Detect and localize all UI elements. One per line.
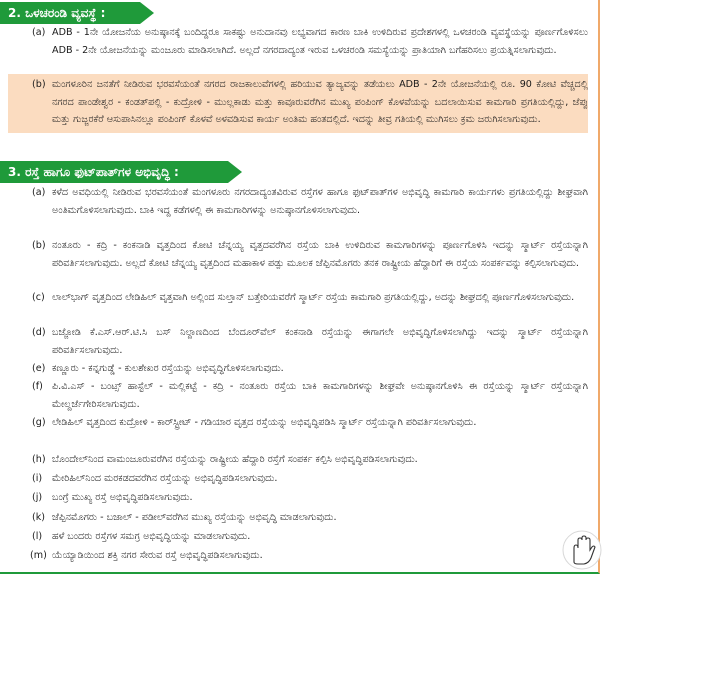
item-marker: (k) [32,512,46,523]
item-text: ಹಳೆ ಬಂದರು ರಸ್ತೆಗಳ ಸಮಗ್ರ ಅಭಿವೃದ್ಧಿಯನ್ನು ಮಾಡಲಾಗುವುದು. [52,531,251,542]
list-item [8,360,588,378]
highlighted-list-item [8,74,588,133]
section-header-roads [0,161,228,183]
list-item [8,24,588,59]
item-text: ಮಂಗಳೂರಿನ ಜನತೆಗೆ ನೀಡಿರುವ ಭರವಸೆಯಂತೆ ನಗರದ ರಾಜಕಾಲುವೆಗಳಲ್ಲಿ ಹರಿಯುವ ತ್ಯಾಜ್ಯವನ್ನು ತಡೆಯಲು ADB - 2ನೇ ಯೋಜನೆಯಲ್ಲಿ ರೂ. 90 ಕೋಟಿ ವೆಚ್ಚದಲ್ಲಿ ನಗರದ ಪಾಂಡೇಶ್ವರ - ಕಂಡತ್‌ಪಲ್ಲಿ - ಕುದ್ರೋಳಿ - ಮುಲ್ಲಕಾಡು ಮತ್ತು ಕಾವೂರುವರೆಗಿನ ಮುಖ್ಯ ಪಂಪಿಂಗ್ ಕೊಳವೆಯನ್ನು ಬದಲಾಯಿಸುವ ಕಾಮಗಾರಿ ಪ್ರಗತಿಯಲ್ಲಿದ್ದು, ಜೆಪ್ಪು ಮತ್ತು ಗುಜ್ಜರಕೆರೆ ಆಸುಪಾಸಿನಲ್ಲೂ ಪಂಪಿಂಗ್ ಕೊಳವೆ ಅಳವಡಿಸುವ ಕಾರ್ಯ ಅಂತಿಮ ಹಂತದಲ್ಲಿದೆ. ಇದನ್ನು ತೀವ್ರ ಗತಿಯಲ್ಲಿ ಮುಗಿಸಲು ಕ್ರಮ ಜರುಗಿಸಲಾಗುವುದು. [52,79,588,125]
item-marker: (g) [32,417,46,428]
item-marker: (i) [32,473,43,484]
item-text: ಜೆಪ್ಪಿನಮೊಗರು - ಬಜಾಲ್ - ಪಡೀಲ್‌ವರೆಗಿನ ಮುಖ್ಯ ರಸ್ತೆಯನ್ನು ಅಭಿವೃದ್ಧಿ ಮಾಡಲಾಗುವುದು. [52,512,337,523]
item-marker: (a) [32,27,46,38]
list-item [8,289,588,307]
item-text: ಬಂಗ್ರೆ ಮುಖ್ಯ ರಸ್ತೆ ಅಭಿವೃದ್ಧಿಪಡಿಸಲಾಗುವುದು. [52,492,193,503]
item-text: ಪಿ.ವಿ.ಎಸ್ - ಬಂಟ್ಸ್ ಹಾಸ್ಟೆಲ್ - ಮಲ್ಲಿಕಟ್ಟೆ - ಕದ್ರಿ - ನಂತೂರು ರಸ್ತೆಯ ಬಾಕಿ ಕಾಮಗಾರಿಗಳನ್ನು ಶೀಘ್ರವೇ ಅನುಷ್ಠಾನಗೊಳಿಸಿ ಈ ರಸ್ತೆಯನ್ನು ಸ್ಮಾರ್ಟ್ ರಸ್ತೆಯನ್ನಾಗಿ ಮೇಲ್ದರ್ಜೆಗೇರಿಸಲಾಗುವುದು. [52,381,588,410]
item-text: ಬೊಂದೇಲ್‌ನಿಂದ ವಾಮಂಜೂರುವರೆಗಿನ ರಸ್ತೆಯನ್ನು ರಾಷ್ಟ್ರೀಯ ಹೆದ್ದಾರಿ ರಸ್ತೆಗೆ ಸಂಪರ್ಕ ಕಲ್ಪಿಸಿ ಅಭಿವೃದ್ಧಿಪಡಿಸಲಾಗುವುದು. [52,454,418,465]
list-item [8,324,588,359]
item-text: ಲೇಡಿಹಿಲ್ ವೃತ್ತದಿಂದ ಕುದ್ರೋಳಿ - ಕಾರ್‌ಸ್ಟ್ರೀಟ್ - ಗಡಿಯಾರ ವೃತ್ತದ ರಸ್ತೆಯನ್ನು ಅಭಿವೃದ್ಧಿಪಡಿಸಿ ಸ್ಮಾರ್ಟ್ ರಸ್ತೆಯನ್ನಾಗಿ ಪರಿವರ್ತಿಸಲಾಗುವುದು. [52,417,477,428]
item-text: ಬಜ್ಜೋಡಿ ಕೆ.ಎಸ್.ಆರ್.ಟಿ.ಸಿ ಬಸ್ ನಿಲ್ದಾಣದಿಂದ ಬೆಂದೂರ್‌ವೆಲ್ ಕಂಕನಾಡಿ ರಸ್ತೆಯನ್ನು ಈಗಾಗಲೇ ಅಭಿವೃದ್ಧಿಗೊಳಿಸಲಾಗಿದ್ದು ಇದನ್ನು ಸ್ಮಾರ್ಟ್ ರಸ್ತೆಯನ್ನಾಗಿ ಪರಿವರ್ತಿಸಲಾಗುವುದು. [52,327,588,356]
item-text: ಲಾಲ್‌ಭಾಗ್ ವೃತ್ತದಿಂದ ಲೇಡಿಹಿಲ್ ವೃತ್ತವಾಗಿ ಅಲ್ಲಿಂದ ಸುಲ್ತಾನ್ ಬತ್ತೇರಿಯವರೆಗೆ ಸ್ಮಾರ್ಟ್ ರಸ್ತೆಯ ಕಾಮಗಾರಿ ಪ್ರಗತಿಯಲ್ಲಿದ್ದು, ಅದನ್ನು ಶೀಘ್ರದಲ್ಲಿ ಪೂರ್ಣಗೊಳಿಸಲಾಗುವುದು. [52,292,575,303]
item-text: ನಂತೂರು - ಕದ್ರಿ - ಕಂಕನಾಡಿ ವೃತ್ತದಿಂದ ಕೋಟಿ ಚೆನ್ನಯ್ಯ ವೃತ್ತದವರೆಗಿನ ರಸ್ತೆಯ ಬಾಕಿ ಉಳಿದಿರುವ ಕಾಮಗಾರಿಗಳನ್ನು ಪೂರ್ಣಗೊಳಿಸಿ ಇದನ್ನು ಸ್ಮಾರ್ಟ್ ರಸ್ತೆಯನ್ನಾಗಿ ಪರಿವರ್ತಿಸಲಾಗುವುದು. ಅಲ್ಲದೆ ಕೋಟಿ ಚೆನ್ನಯ್ಯ ವೃತ್ತದಿಂದ ಮಹಾಕಾಳ ಪಡ್ಪು ಮೂಲಕ ಜೆಪ್ಪಿನಮೊಗರು ತನಕ ರಾಷ್ಟ್ರೀಯ ಹೆದ್ದಾರಿಗೆ ಈ ರಸ್ತೆಯ ಸಂಪರ್ಕವನ್ನು ಕಲ್ಪಿಸಲಾಗುವುದು. [52,240,588,269]
item-text: ಕಳೆದ ಅವಧಿಯಲ್ಲಿ ನೀಡಿರುವ ಭರವಸೆಯಂತೆ ಮಂಗಳೂರು ನಗರದಾದ್ಯಂತವಿರುವ ರಸ್ತೆಗಳ ಹಾಗೂ ಫುಟ್‌ಪಾತ್‌ಗಳ ಅಭಿವೃದ್ಧಿ ಕಾಮಗಾರಿ ಕಾರ್ಯಗಳು ಪ್ರಗತಿಯಲ್ಲಿದ್ದು ಶೀಘ್ರವಾಗಿ ಅಂತಿಮಗೊಳಿಸಲಾಗುವುದು. ಬಾಕಿ ಇದ್ದ ಕಡೆಗಳಲ್ಲಿ ಈ ಕಾಮಗಾರಿಗಳನ್ನು ಅನುಷ್ಠಾನಗೊಳಿಸಲಾಗುವುದು. [52,187,588,216]
list-item [8,184,588,219]
item-text: ಮೇರಿಹಿಲ್‌ನಿಂದ ಮರಕಡದವರೆಗಿನ ರಸ್ತೆಯನ್ನು ಅಭಿವೃದ್ಧಿಪಡಿಸಲಾಗುವುದು. [52,473,278,484]
list-item [8,509,588,527]
item-marker: (a) [32,187,46,198]
list-item [8,470,588,488]
list-item [8,528,588,546]
item-marker: (c) [32,292,45,303]
section-header-drainage [0,2,140,24]
item-marker: (j) [32,492,43,503]
item-marker: (d) [32,327,46,338]
item-text: ಯೆಯ್ಯಾಡಿಯಿಂದ ಶಕ್ತಿ ನಗರ ಸೇರುವ ರಸ್ತೆ ಅಭಿವೃದ್ಧಿಪಡಿಸಲಾಗುವುದು. [52,550,263,561]
list-item [8,414,588,432]
list-item [8,451,588,469]
list-item [8,489,588,507]
list-item [8,237,588,272]
list-item [8,547,588,565]
item-marker: (m) [30,550,47,561]
item-marker: (f) [32,381,43,392]
congress-hand-icon [562,528,602,572]
item-text: ಕಣ್ಣೂರು - ಕನ್ನಗುಡ್ಡೆ - ಕುಲಶೇಖರ ರಸ್ತೆಯನ್ನು ಅಭಿವೃದ್ಧಿಗೊಳಿಸಲಾಗುವುದು. [52,363,284,374]
item-marker: (h) [32,454,46,465]
item-marker: (b) [32,240,46,251]
section-title: 2. ಒಳಚರಂಡಿ ವ್ಯವಸ್ಥೆ : [8,6,106,20]
item-marker: (l) [32,531,43,542]
item-text: ADB - 1ನೇ ಯೋಜನೆಯ ಅನುಷ್ಠಾನಕ್ಕೆ ಬಂದಿದ್ದರೂ ಸಾಕಷ್ಟು ಅನುದಾನವು ಲಭ್ಯವಾಗದ ಕಾರಣ ಬಾಕಿ ಉಳಿದಿರುವ ಪ್ರದೇಶಗಳಲ್ಲಿ ಒಳಚರಂಡಿ ವ್ಯವಸ್ಥೆಯನ್ನು ಪೂರ್ಣಗೊಳಿಸಲು ADB - 2ನೇ ಯೋಜನೆಯನ್ನು ಮಂಜೂರು ಮಾಡಿಸಲಾಗಿದೆ. ಅಲ್ಲದೆ ನಗರದಾದ್ಯಂತ ಇರುವ ಒಳಚರಂಡಿ ಸಮಸ್ಯೆಯನ್ನು ಪ್ರಾತಿಯಾಗಿ ಬಗೆಹರಿಸಲು ಪ್ರಯತ್ನಿಸಲಾಗುವುದು. [52,27,588,56]
section-title: 3. ರಸ್ತೆ ಹಾಗೂ ಫುಟ್‌ಪಾತ್‌ಗಳ ಅಭಿವೃದ್ಧಿ : [8,165,179,179]
item-marker: (e) [32,363,46,374]
list-item [8,378,588,413]
item-marker: (b) [32,79,46,90]
